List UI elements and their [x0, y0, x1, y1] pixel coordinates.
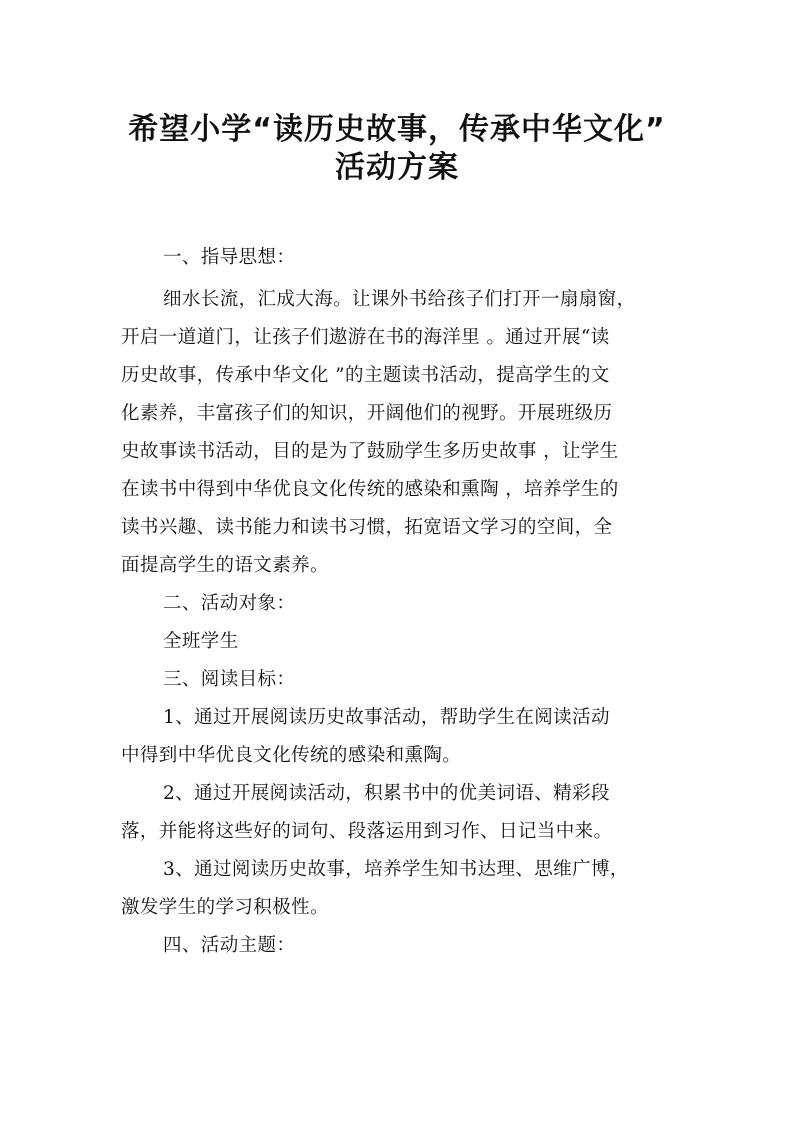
section-1-paragraph-line: 面提高学生的语文素养。: [121, 555, 329, 576]
section-1-paragraph-line: 读书兴趣、读书能力和读书习惯，拓宽语文学习的空间，全: [121, 517, 613, 538]
section-2-heading: 二、活动对象：: [163, 593, 296, 614]
goal-2-line: 落，并能将这些好的词句、段落运用到习作、日记当中来。: [121, 821, 613, 842]
document-title-line-2: 活动方案: [335, 150, 459, 185]
section-1-paragraph-line: 化素养，丰富孩子们的知识，开阔他们的视野。开展班级历: [121, 403, 613, 424]
goal-2-line: 2、通过开展阅读活动，积累书中的优美词语、精彩段: [163, 783, 610, 804]
goal-1-line: 中得到中华优良文化传统的感染和熏陶。: [121, 745, 462, 766]
document-title-line-1: 希望小学“读历史故事，传承中华文化”: [128, 112, 666, 147]
section-1-paragraph-line: 在读书中得到中华优良文化传统的感染和熏陶 ，培养学生的: [121, 479, 619, 500]
section-1-heading: 一、指导思想：: [163, 247, 296, 268]
goal-3-line: 激发学生的学习积极性。: [121, 897, 329, 918]
section-1-paragraph-line: 史故事读书活动，目的是为了鼓励学生多历史故事 ，让学生: [121, 441, 619, 462]
section-1-paragraph-line: 细水长流，汇成大海。让课外书给孩子们打开一扇扇窗，: [163, 289, 636, 310]
section-4-heading: 四、活动主题：: [163, 935, 296, 956]
section-3-heading: 三、阅读目标：: [163, 669, 296, 690]
section-1-paragraph-line: 历史故事，传承中华文化 ”的主题读书活动，提高学生的文: [121, 365, 610, 386]
goal-1-line: 1、通过开展阅读历史故事活动，帮助学生在阅读活动: [163, 707, 610, 728]
section-1-paragraph-line: 开启一道道门，让孩子们遨游在书的海洋里 。通过开展“读: [121, 327, 610, 348]
goal-3-line: 3、通过阅读历史故事，培养学生知书达理、思维广博，: [163, 859, 629, 880]
section-2-body: 全班学生: [163, 631, 239, 652]
